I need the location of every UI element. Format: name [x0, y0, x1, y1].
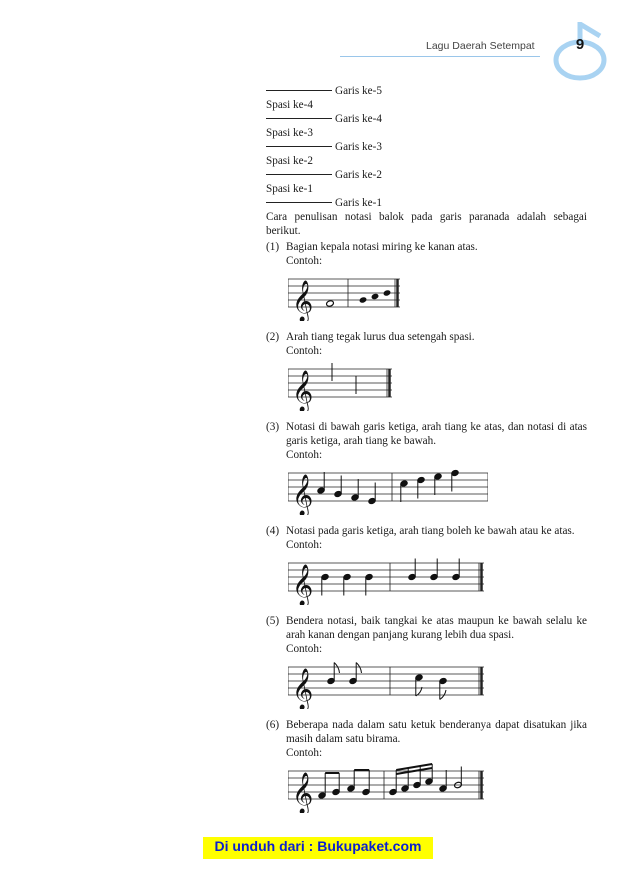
music-staff-example-2	[288, 361, 392, 411]
rule-text: Notasi di bawah garis ketiga, arah tiang ke atas, dan notasi di atas garis ketiga, arah tiang ke bawah.	[286, 421, 587, 447]
rule-line	[266, 202, 332, 203]
example-label: Contoh:	[286, 449, 323, 461]
treble-clef-icon: 𝄞	[292, 773, 314, 813]
intro-paragraph: Cara penulisan notasi balok pada garis paranada adalah sebagai berikut.	[266, 211, 587, 237]
example-label: Contoh:	[286, 255, 323, 267]
note-head	[359, 296, 368, 303]
page-number: 9	[575, 36, 585, 53]
treble-clef-icon: 𝄞	[292, 669, 314, 709]
rule-line	[266, 146, 332, 147]
rule-text: Bagian kepala notasi miring ke kanan atas.	[286, 241, 478, 253]
rule-number: (4)	[266, 525, 280, 537]
rule-text: Bendera notasi, baik tangkai ke atas maupun ke bawah selalu ke arah kanan dengan panjang kurang lebih dua spasi.	[286, 615, 587, 641]
staff-space-label: Spasi ke-1	[266, 183, 313, 195]
music-staff-example-5	[288, 659, 484, 709]
example-label: Contoh:	[286, 643, 323, 655]
staff-space-label: Spasi ke-4	[266, 99, 313, 111]
staff-line-label: Garis ke-4	[266, 112, 587, 126]
example-label: Contoh:	[286, 539, 323, 551]
rule-item	[266, 240, 587, 268]
staff-line-label: Garis ke-3	[266, 140, 587, 154]
rule-text: Beberapa nada dalam satu ketuk benderanya dapat disatukan jika masih dalam satu birama.	[286, 719, 587, 745]
example-label: Contoh:	[286, 345, 323, 357]
rule-line	[266, 90, 332, 91]
rule-number: (5)	[266, 615, 280, 627]
staff-line-list	[266, 84, 587, 210]
staff-line-label: Garis ke-2	[266, 168, 587, 182]
rule-item	[266, 524, 587, 552]
running-header-title: Lagu Daerah Setempat	[426, 40, 535, 52]
rule-text: Arah tiang tegak lurus dua setengah spasi.	[286, 331, 475, 343]
note-head	[383, 289, 392, 296]
note-flag	[334, 663, 339, 674]
rule-item	[266, 718, 587, 760]
main-content	[266, 84, 587, 813]
rule-item	[266, 330, 587, 358]
note-head	[371, 293, 380, 300]
rule-text: Notasi pada garis ketiga, arah tiang boleh ke bawah atau ke atas.	[286, 525, 575, 537]
footer-download-link[interactable]: Di unduh dari : Bukupaket.com	[214, 838, 422, 854]
rule-number: (2)	[266, 331, 280, 343]
staff-space-label: Spasi ke-2	[266, 155, 313, 167]
music-staff-example-1	[288, 271, 400, 321]
rule-line	[266, 118, 332, 119]
treble-clef-icon: 𝄞	[292, 565, 314, 605]
music-staff-example-6	[288, 763, 484, 813]
rule-item	[266, 614, 587, 656]
rule-line	[266, 174, 332, 175]
rule-number: (6)	[266, 719, 280, 731]
treble-clef-icon: 𝄞	[292, 281, 314, 321]
music-staff-example-4	[288, 555, 484, 605]
rule-number: (3)	[266, 421, 280, 433]
example-label: Contoh:	[286, 747, 323, 759]
treble-clef-icon: 𝄞	[292, 475, 314, 515]
note-head	[326, 300, 335, 307]
music-staff-example-3	[288, 465, 488, 515]
staff-line-label: Garis ke-1	[266, 196, 587, 210]
treble-clef-icon: 𝄞	[292, 371, 314, 411]
rule-number: (1)	[266, 241, 280, 253]
page-badge-icon	[546, 22, 612, 88]
note-flag	[356, 663, 361, 674]
staff-space-label: Spasi ke-3	[266, 127, 313, 139]
staff-line-label: Garis ke-5	[266, 84, 587, 98]
rule-item	[266, 420, 587, 462]
header-rule	[340, 56, 540, 57]
